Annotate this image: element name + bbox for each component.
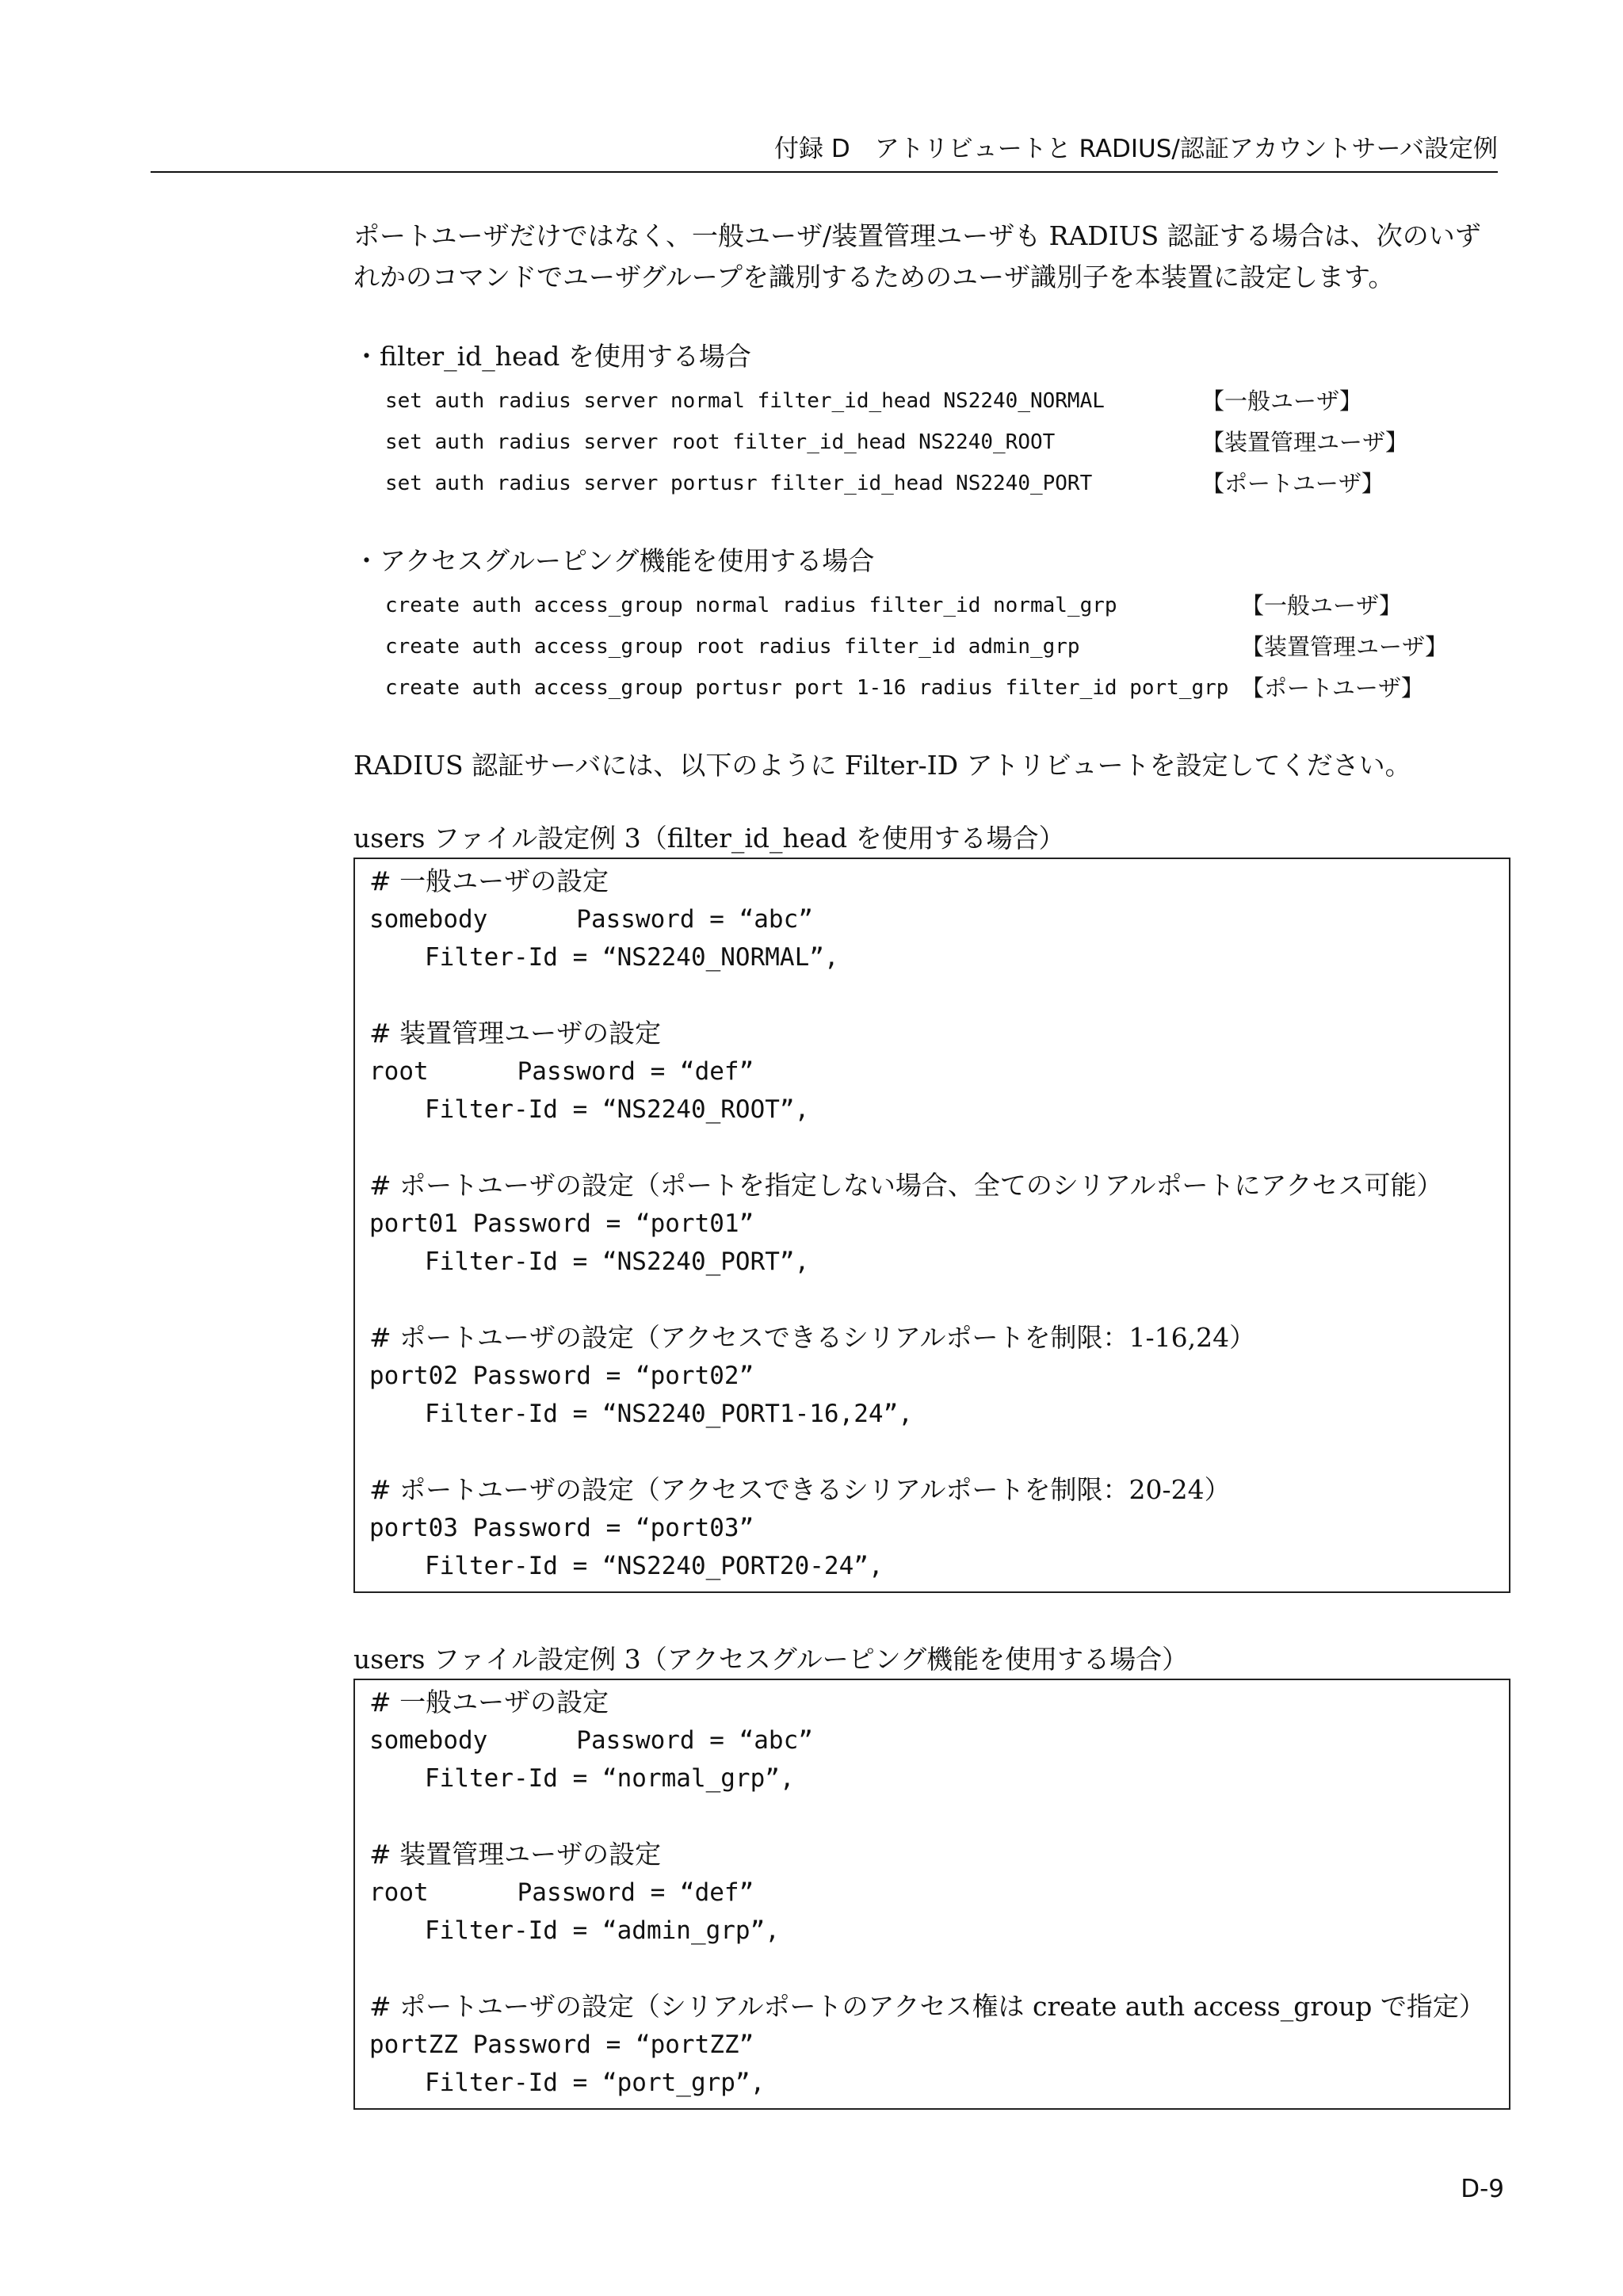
config-code-line: somebody Password = “abc” (369, 1726, 813, 1755)
config-code-line: Filter-Id = “NS2240_NORMAL”, (425, 943, 839, 972)
blank-line (369, 976, 1509, 1014)
command-row (385, 667, 1510, 709)
command-row (385, 380, 1510, 422)
blank-line (369, 1129, 1509, 1167)
blank-line (369, 1797, 1509, 1836)
config-code-line: port02 Password = “port02” (369, 1362, 754, 1390)
config-comment-line: # ポートユーザの設定（ポートを指定しない場合、全てのシリアルポートにアクセス可能） (369, 1170, 1443, 1201)
user-type-tag: 【装置管理ユーザ】 (1201, 429, 1409, 456)
command-text: set auth radius server normal filter_id_head NS2240_NORMAL (385, 389, 1105, 413)
command-text: set auth radius server portusr filter_id_head NS2240_PORT (385, 472, 1093, 495)
page-number: D-9 (1461, 2175, 1504, 2203)
config-code-line: Filter-Id = “NS2240_PORT20-24”, (425, 1552, 884, 1580)
command-text: create auth access_group portusr port 1-16 radius filter_id port_grp (385, 676, 1229, 700)
command-row (385, 422, 1510, 463)
page-header: 付録 D アトリビュートと RADIUS/認証アカウントサーバ設定例 (773, 135, 1498, 163)
box-bottom-padding (369, 1585, 1509, 1591)
config-code-line: port01 Password = “port01” (369, 1209, 754, 1238)
config-code-line: Filter-Id = “port_grp”, (425, 2069, 766, 2097)
config-code-line: Filter-Id = “NS2240_PORT1-16,24”, (425, 1400, 913, 1428)
command-text: create auth access_group root radius filter_id admin_grp (385, 635, 1080, 659)
command-row (385, 463, 1510, 504)
command-row (385, 626, 1510, 667)
config-code-line: port03 Password = “port03” (369, 1514, 754, 1542)
config-code-line: Filter-Id = “NS2240_PORT”, (425, 1247, 810, 1276)
header-rule (151, 171, 1498, 173)
config-comment-line: # 一般ユーザの設定 (369, 1687, 609, 1717)
example2-caption: users ファイル設定例 3（アクセスグルーピング機能を使用する場合） (353, 1644, 1189, 1675)
config-code-line: Filter-Id = “NS2240_ROOT”, (425, 1095, 810, 1124)
command-text: set auth radius server root filter_id_head NS2240_ROOT (385, 430, 1056, 454)
config-comment-line: # ポートユーザの設定（アクセスできるシリアルポートを制限：20-24） (369, 1474, 1231, 1505)
config-code-line: root Password = “def” (369, 1878, 754, 1907)
user-type-tag: 【ポートユーザ】 (1241, 674, 1424, 701)
box-bottom-padding (369, 2102, 1509, 2108)
example1-caption: users ファイル設定例 3（filter_id_head を使用する場合） (353, 823, 1065, 854)
config-code-line: somebody Password = “abc” (369, 905, 813, 934)
config-comment-line: # 装置管理ユーザの設定 (369, 1839, 662, 1870)
radius-instruction: RADIUS 認証サーバには、以下のように Filter-ID アトリビュートを設定してください。 (353, 750, 1411, 781)
example1-code-box (353, 858, 1510, 1593)
blank-line (369, 1433, 1509, 1471)
section-filter-id-head-title: ・filter_id_head を使用する場合 (353, 341, 751, 372)
config-code-line: root Password = “def” (369, 1057, 754, 1086)
user-type-tag: 【一般ユーザ】 (1201, 388, 1363, 415)
command-text: create auth access_group normal radius filter_id normal_grp (385, 594, 1117, 617)
config-code-line: Filter-Id = “normal_grp”, (425, 1764, 795, 1793)
config-comment-line: # ポートユーザの設定（アクセスできるシリアルポートを制限：1-16,24） (369, 1322, 1256, 1353)
user-type-tag: 【一般ユーザ】 (1241, 592, 1403, 619)
user-type-tag: 【ポートユーザ】 (1201, 470, 1384, 497)
config-comment-line: # 一般ユーザの設定 (369, 865, 609, 896)
command-row (385, 585, 1510, 626)
section-access-grouping-title: ・アクセスグルーピング機能を使用する場合 (353, 545, 875, 576)
config-code-line: Filter-Id = “admin_grp”, (425, 1916, 780, 1945)
config-comment-line: # ポートユーザの設定（シリアルポートのアクセス権は create auth access_group で指定） (369, 1991, 1485, 2022)
config-code-line: portZZ Password = “portZZ” (369, 2030, 754, 2059)
blank-line (369, 1950, 1509, 1988)
example2-code-box (353, 1679, 1510, 2110)
intro-paragraph: ポートユーザだけではなく、一般ユーザ/装置管理ユーザも RADIUS 認証する場合は、次のいずれかのコマンドでユーザグループを識別するためのユーザ識別子を本装置に設定します。 (353, 220, 1481, 292)
config-comment-line: # 装置管理ユーザの設定 (369, 1018, 662, 1049)
user-type-tag: 【装置管理ユーザ】 (1241, 633, 1449, 660)
blank-line (369, 1281, 1509, 1319)
